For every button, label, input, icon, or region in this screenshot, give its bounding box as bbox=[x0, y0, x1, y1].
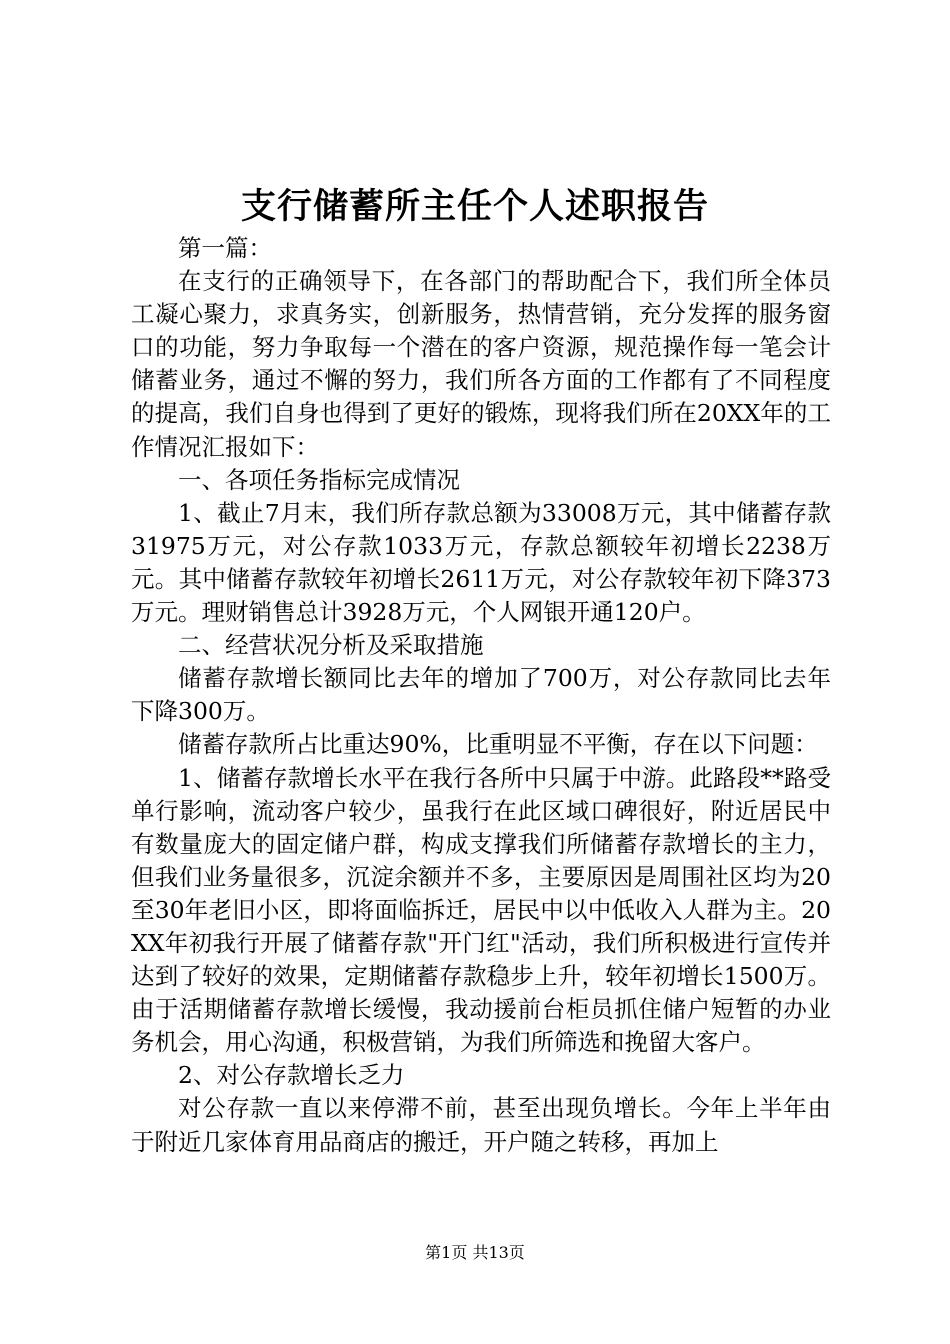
document-body bbox=[131, 232, 831, 1159]
heading-operations-analysis: 二、经营状况分析及采取措施 bbox=[178, 631, 484, 660]
paragraph-yoy-growth: 储蓄存款增长额同比去年的增加了700万，对公存款同比去年下降300万。 bbox=[131, 664, 831, 726]
paragraph-savings-growth-issue: 1、储蓄存款增长水平在我行各所中只属于中游。此路段**路受单行影响，流动客户较少，虽我行在此区域口碑很好，附近居民中有数量庞大的固定储户群，构成支撑我们所储蓄存款增长的主力，但我们业务量很多，沉淀余额并不多，主要原因是周围社区均为20至30年老旧小区，即将面临拆迁，居民中以中低收入人群为主。20XX年初我行开展了储蓄存款"开门红"活动，我们所积极进行宣传并达到了较好的效果，定期储蓄存款稳步上升，较年初增长1500万。由于活期储蓄存款增长缓慢，我动援前台柜员抓住储户短暂的办业务机会，用心沟通，积极营销，为我们所筛选和挽留大客户。 bbox=[131, 763, 831, 1057]
paragraph-intro: 在支行的正确领导下，在各部门的帮助配合下，我们所全体员工凝心聚力，求真务实，创新服务，热情营销，充分发挥的服务窗口的功能，努力争取每一个潜在的客户资源，规范操作每一笔会计储蓄业务，通过不懈的努力，我们所各方面的工作都有了不同程度的提高，我们自身也得到了更好的锻炼，现将我们所在20XX年的工作情况汇报如下： bbox=[131, 267, 831, 461]
paragraph-savings-ratio: 储蓄存款所占比重达90%，比重明显不平衡，存在以下问题： bbox=[178, 730, 818, 759]
paragraph-corporate-deposits: 对公存款一直以来停滞不前，甚至出现负增长。今年上半年由于附近几家体育用品商店的搬迁，开户随之转移，再加上 bbox=[131, 1094, 831, 1156]
heading-task-completion: 一、各项任务指标完成情况 bbox=[178, 465, 460, 494]
page-footer: 第1页 共13页 bbox=[425, 1243, 525, 1262]
paragraph-deposit-figures: 1、截止7月末，我们所存款总额为33008万元，其中储蓄存款31975万元，对公存款1033万元，存款总额较年初增长2238万元。其中储蓄存款较年初增长2611万元，对公存款较年初下降373万元。理财销售总计3928万元，个人网银开通120户。 bbox=[131, 498, 831, 627]
paragraph-section-label: 第一篇： bbox=[178, 234, 272, 262]
document-title: 支行储蓄所主任个人述职报告 bbox=[240, 186, 709, 227]
heading-corporate-deposits: 2、对公存款增长乏力 bbox=[178, 1061, 405, 1090]
